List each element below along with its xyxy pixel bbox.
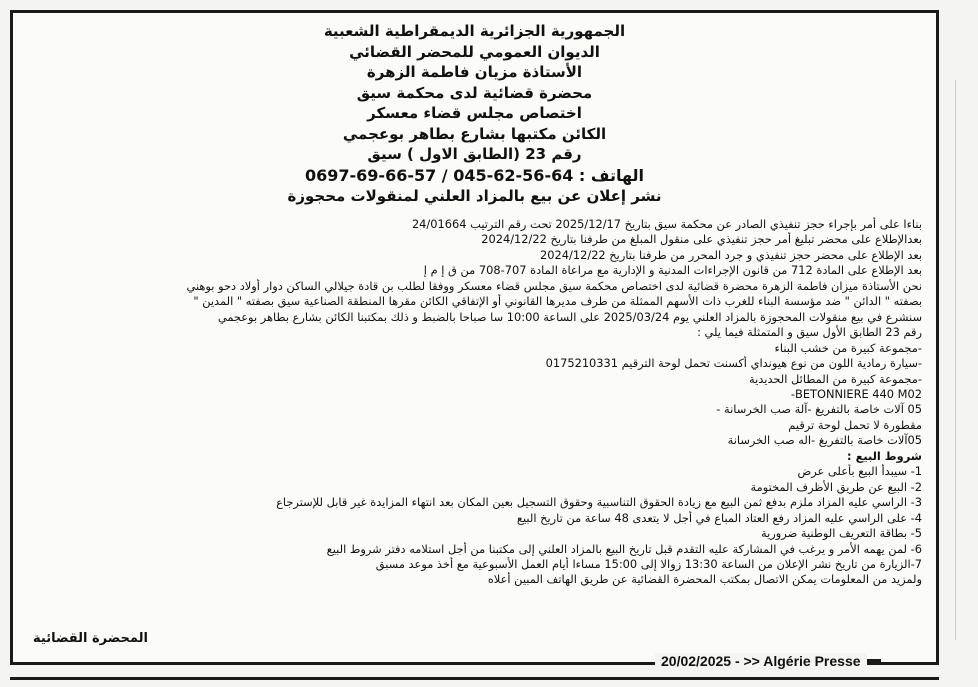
sale-condition: 6- لمن يهمه الأمر و يرغب في المشاركة عليه التقدم قبل تاريخ البيع بالمزاد العلني إلى مكتبنا من أجل استلامه دفتر شروط البيع [326,541,922,556]
sale-condition: 7-الزيارة من تاريخ نشر الإعلان من الساعة 13:30 زوالا إلى 15:00 مساءا أيام العمل الأسبوعية مع أخذ موعد مسبق [375,556,922,571]
header-phone: الهاتف : 64-56-62-045 / 57-66-69-0697 [304,165,645,185]
header-line: الديوان العمومي للمحضر القضائي [349,42,600,61]
contact-note: ولمزيد من المعلومات يمكن الاتصال بمكتب المحضرة القضائية عن طريق الهاتف المبين أعلاه [487,572,922,587]
header-line: محضرة قضائية لدى محكمة سيق [356,83,593,102]
seized-item: 05آلات خاصة بالتفريغ -اله صب الخرسانة [727,433,922,448]
header-line: رقم 23 (الطابق الاول ) سيق [367,145,582,163]
publication-footer [655,651,881,671]
body-line: بعدالإطلاع على محضر تبليغ أمر حجز تنفيذي على منقول المبلغ من طرفنا بتاريخ 2024/12/22 [481,232,922,247]
header-line: الجمهورية الجزائرية الديمقراطية الشعبية [323,22,626,40]
body-line: بعد الإطلاع على المادة 712 من قانون الإجراءات المدنية و الإدارية مع مراعاة المادة 707-708 من ق إ م إ [423,263,922,278]
sale-condition: 2- البيع عن طريق الأظرف المختومة [750,479,922,494]
seized-item: مقطورة لا تحمل لوحة ترقيم [788,417,922,432]
sale-condition: 5- بطاقة التعريف الوطنية ضرورية [761,526,922,541]
publication-date-source: 20/02/2025 - >> Algérie Presse [655,653,867,669]
seized-item: -مجموعة كبيرة من المطائل الحديدية [749,371,922,386]
body-line: بعد الإطلاع على محضر حجز تنفيذي و جرد المحرر من طرفنا بتاريخ 2024/12/22 [540,247,922,262]
seized-item: -سيارة رمادية اللون من نوع هيونداي أكسنت تحمل لوحة الترقيم 0175210331 [545,356,922,371]
seized-item: -مجموعة كبيرة من خشب البناء [774,340,922,355]
body-line: سنشرع في بيع منقولات المحجوزة بالمزاد العلني يوم 2025/03/24 على الساعة 10:00 سا صباحا بالضبط و ذلك بمكتبنا الكائن بشارع بطاهر بوعجمي [217,309,922,324]
header-line: الأستاذة مزيان فاطمة الزهرة [366,63,583,81]
notice-header [13,21,936,206]
notice-title: نشر إعلان عن بيع بالمزاد العلني لمنقولات محجوزة [287,186,662,205]
sale-condition: 4- على الراسي عليه المزاد رفع العتاد المباع في أجل لا يتعدى 48 ساعة من تاريخ البيع [516,510,922,525]
body-line: بناءا على أمر بإجراء حجز تنفيذي الصادر عن محكمة سيق بتاريخ 2025/12/17 تحت رقم الترتيب 24/01664 [411,217,922,231]
body-line: نحن الأستاذة ميزان فاطمة الزهرة محضرة قضائية لدى اختصاص محكمة سيق مجلس قضاء معسكر ووفقا لطلب بن قادة جيلالي الساكن دوار أولاد دحو بوهني [186,278,922,293]
notice-body [23,217,922,588]
sale-condition: 3- الراسي عليه المزاد ملزم بدفع ثمن البيع مع زيادة الحقوق التناسبية وحقوق التسجيل بعين المكان بعد انتهاء المزايدة غير قابل للإسترجاع [276,495,922,510]
notice-frame [10,10,939,665]
header-line: الكائن مكتبها بشارع بطاهر بوعجمي [342,124,607,143]
sale-condition: 1- سيبدأ البيع بأعلى عرض [797,464,922,479]
seized-item: BETONNIERE 440 M02- [790,386,922,401]
seized-item: 05 آلات خاصة بالتفريغ -آلة صب الخرسانة - [716,402,922,417]
body-line: بصفته " الدائن " ضد مؤسسة البناء للغرب ذات الأسهم الممثلة من طرف مديرها القانوني أو الإتفاقي الكائن مقرها المنطقة الصناعية سيق بصفته " المدين " [193,294,922,309]
header-line: اختصاص مجلس قضاء معسكر [367,104,582,122]
sale-conditions-heading: شروط البيع : [847,448,922,463]
signature: المحضرة القضائية [33,631,148,646]
bottom-divider [10,677,939,680]
footer-rule [867,659,881,663]
page-edge-rule [955,80,956,640]
body-line: رقم 23 الطابق الأول سيق و المتمثلة فيما يلي : [697,325,922,340]
